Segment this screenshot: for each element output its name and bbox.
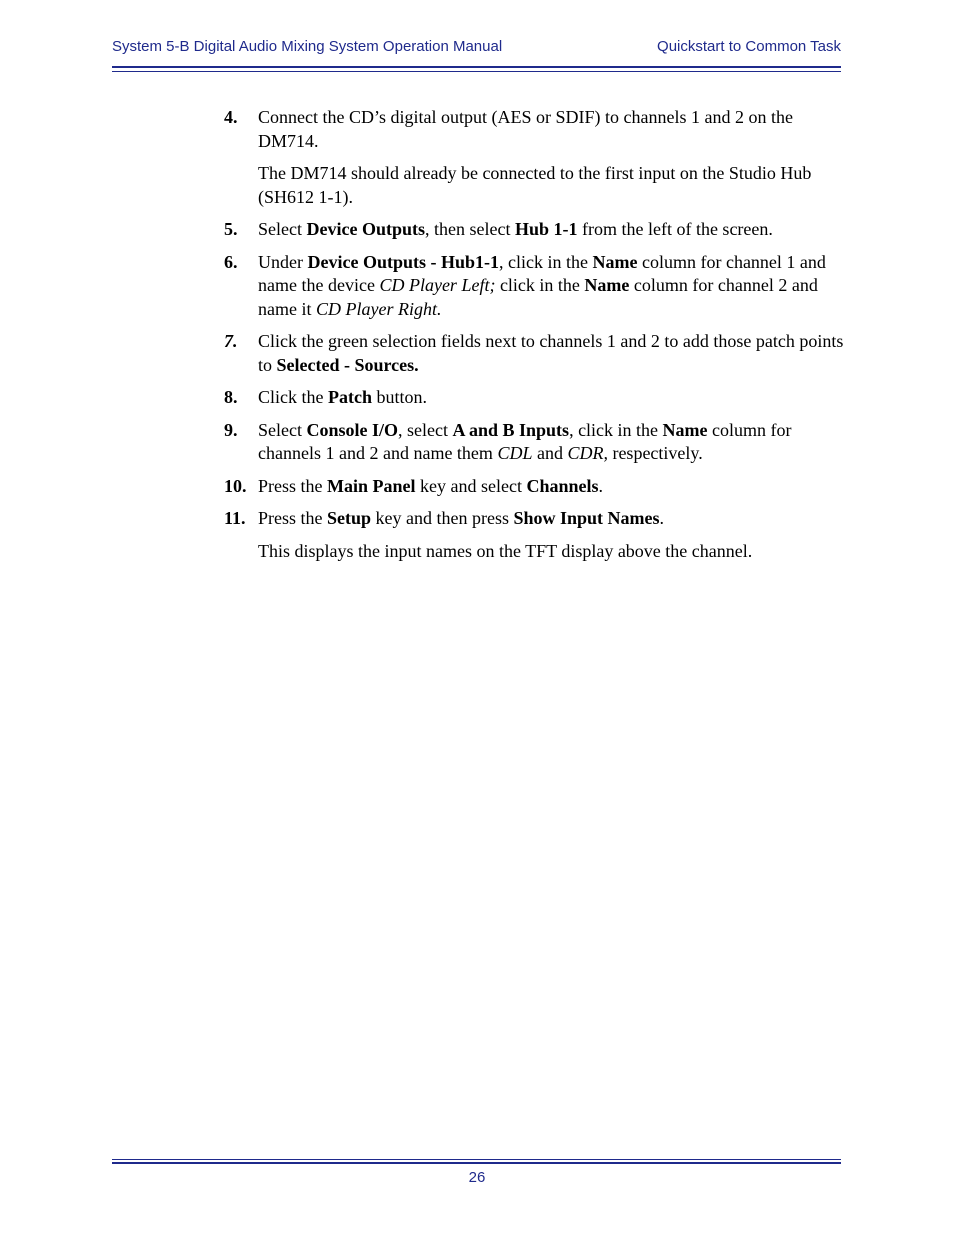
header-manual-title: System 5-B Digital Audio Mixing System Operation Manual	[112, 38, 503, 55]
header-rule-bottom	[112, 71, 841, 72]
step-6	[224, 251, 844, 322]
step-9	[224, 419, 844, 466]
step-number: 5.	[224, 219, 238, 239]
step-text: Under Device Outputs - Hub1-1, click in the Name column for channel 1 and name the device CD Player Left; click in the Name column for channel 2 and name it CD Player Right.	[258, 251, 826, 319]
step-text: Click the green selection fields next to channels 1 and 2 to add those patch points to Selected - Sources.	[258, 331, 844, 375]
step-number: 6.	[224, 251, 238, 272]
header-section-title: Quickstart to Common Task	[657, 38, 841, 55]
step-text: Press the Setup key and then press Show Input Names.	[258, 508, 665, 528]
step-number: 11.	[224, 508, 246, 528]
step-number: 9.	[224, 419, 238, 440]
instruction-list	[224, 106, 844, 572]
step-8	[224, 386, 844, 410]
step-text: Connect the CD’s digital output (AES or SDIF) to channels 1 and 2 on the DM714.	[258, 107, 793, 151]
step-number: 8.	[224, 387, 238, 407]
step-4-note: The DM714 should already be connected to the first input on the Studio Hub (SH612 1-1).	[258, 163, 812, 207]
step-number: 10.	[224, 475, 247, 496]
step-text: Select Device Outputs, then select Hub 1-1 from the left of the screen.	[258, 219, 773, 239]
footer-rule-bottom	[112, 1162, 841, 1164]
step-10	[224, 475, 844, 499]
page-number: 26	[468, 1169, 486, 1186]
footer-rule-top	[112, 1159, 841, 1160]
step-number: 7.	[224, 331, 238, 351]
step-4	[224, 106, 844, 153]
step-11-note: This displays the input names on the TFT display above the channel.	[258, 540, 753, 561]
header-rule-top	[112, 66, 841, 68]
step-number: 4.	[224, 107, 238, 127]
step-text: Click the Patch button.	[258, 387, 428, 407]
step-text: Select Console I/O, select A and B Inputs, click in the Name column for channels 1 and 2 and name them CDL and CDR, respectively.	[258, 419, 792, 463]
step-11	[224, 507, 844, 531]
step-5	[224, 218, 844, 242]
step-text: Press the Main Panel key and select Channels.	[258, 475, 603, 496]
step-7	[224, 330, 844, 377]
